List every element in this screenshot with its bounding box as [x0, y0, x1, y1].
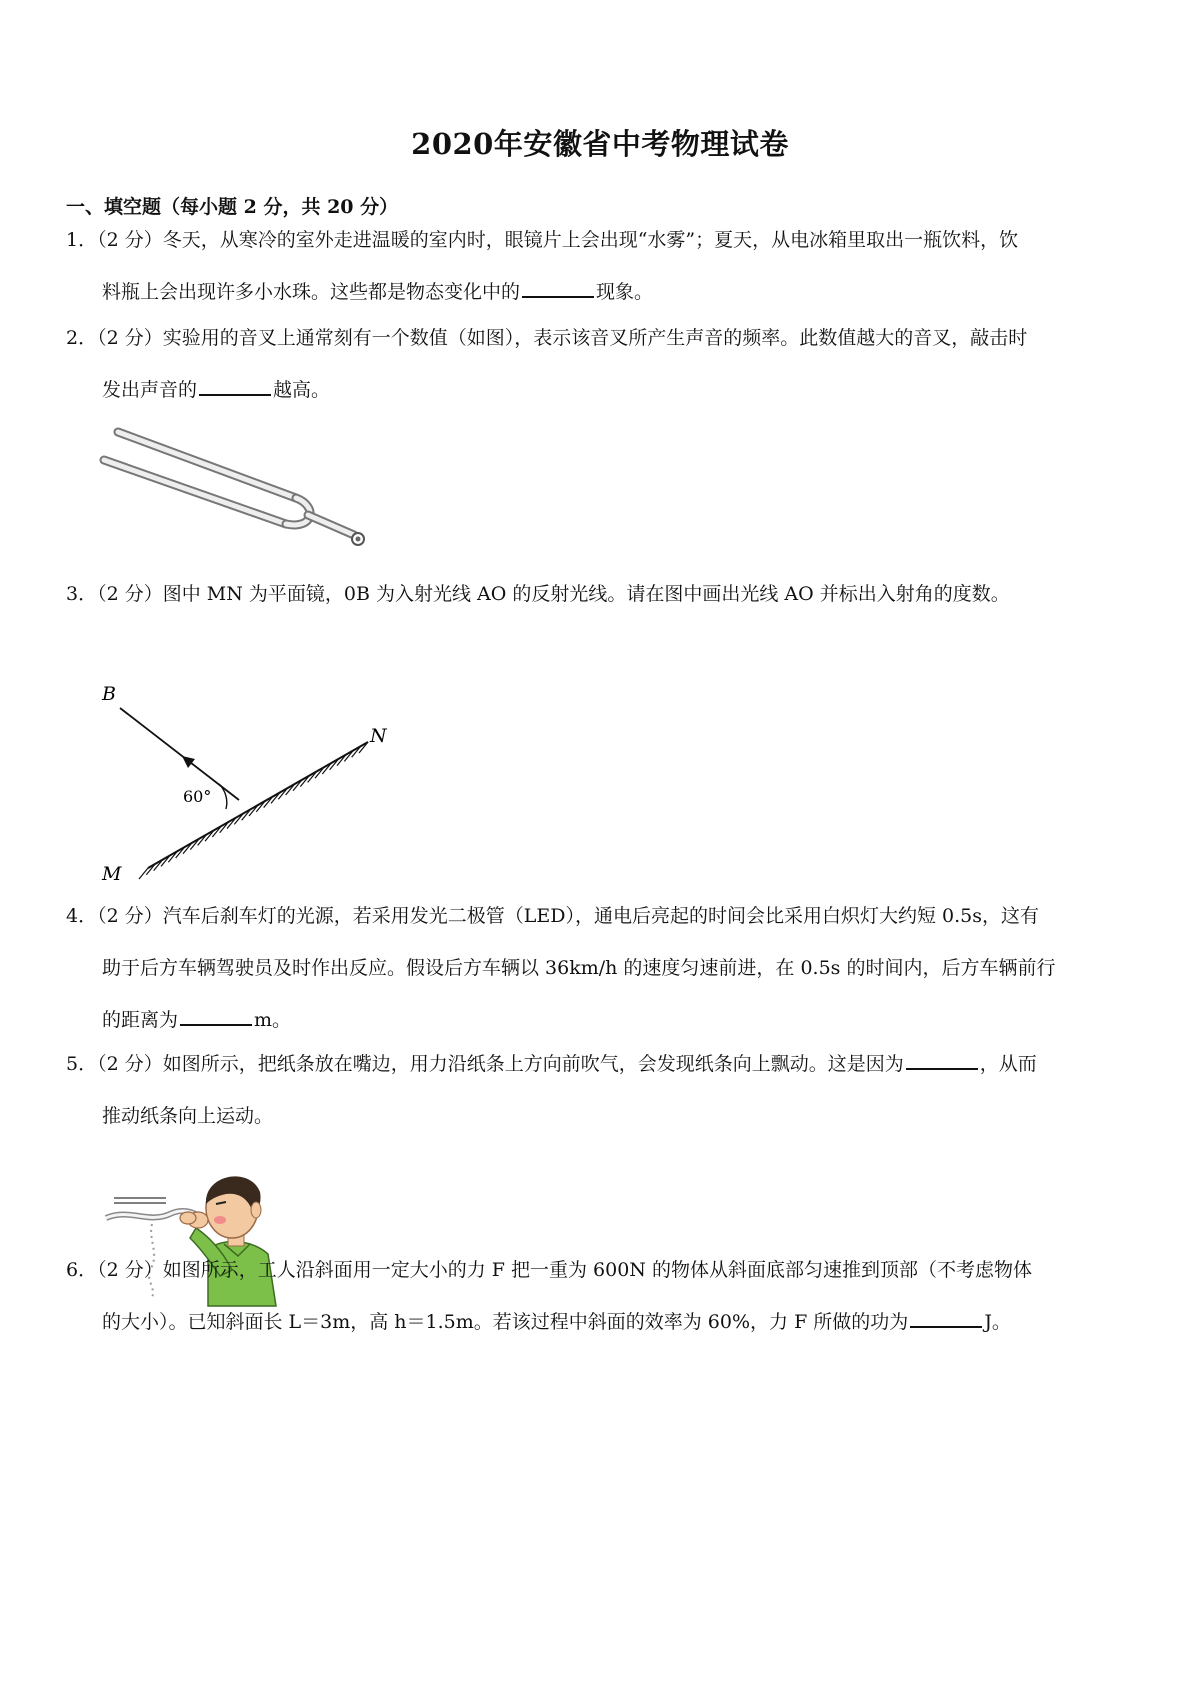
page-title: 2020年安徽省中考物理试卷 [411, 127, 789, 161]
question-line: 的大小）。已知斜面长 L＝3m，高 h＝1.5m。若该过程中斜面的效率为 60%，力 F 所做的功为 J。 [66, 1296, 1134, 1348]
label-b: B [102, 683, 116, 705]
section-heading: 一、填空题（每小题 2 分，共 20 分） [66, 196, 399, 218]
question-line: 5．（2 分）如图所示，把纸条放在嘴边，用力沿纸条上方向前吹气，会发现纸条向上飘动。这是因为 ，从而 [66, 1038, 1134, 1090]
question-line: 3．（2 分）图中 MN 为平面镜，0B 为入射光线 AO 的反射光线。请在图中画出光线 AO 并标出入射角的度数。 [66, 583, 1010, 605]
question-4 [66, 890, 1134, 1046]
label-n: N [370, 725, 387, 747]
answer-blank[interactable] [906, 1050, 978, 1070]
label-m: M [102, 863, 122, 885]
question-line: 发出声音的 越高。 [66, 364, 1134, 416]
question-2 [66, 312, 1134, 416]
question-line: 料瓶上会出现许多小水珠。这些都是物态变化中的 现象。 [66, 266, 1134, 318]
tuning-fork-figure [96, 418, 386, 567]
question-line: 推动纸条向上运动。 [102, 1105, 274, 1127]
angle-label: 60° [183, 787, 212, 806]
question-line: 的距离为 m。 [66, 994, 1134, 1046]
answer-blank[interactable] [199, 376, 271, 396]
question-3 [66, 568, 1134, 620]
question-5 [66, 1038, 1134, 1142]
question-6 [66, 1244, 1134, 1348]
tuning-fork-image [96, 418, 386, 563]
mirror-figure [96, 676, 416, 892]
answer-blank[interactable] [910, 1308, 982, 1328]
question-line: 助于后方车辆驾驶员及时作出反应。假设后方车辆以 36km/h 的速度匀速前进，在 0.5s 的时间内，后方车辆前行 [102, 957, 1056, 979]
plane-mirror-diagram [96, 676, 416, 888]
question-line: 6．（2 分）如图所示，工人沿斜面用一定大小的力 F 把一重为 600N 的物体从斜面底部匀速推到顶部（不考虑物体 [66, 1259, 1032, 1281]
answer-blank[interactable] [180, 1006, 252, 1026]
question-line: 1．（2 分）冬天，从寒冷的室外走进温暖的室内时，眼镜片上会出现“水雾”；夏天，从电冰箱里取出一瓶饮料，饮 [66, 229, 1019, 251]
question-line: 2．（2 分）实验用的音叉上通常刻有一个数值（如图），表示该音叉所产生声音的频率。此数值越大的音叉，敲击时 [66, 327, 1028, 349]
question-1 [66, 214, 1134, 318]
answer-blank[interactable] [522, 278, 594, 298]
question-line: 4．（2 分）汽车后刹车灯的光源，若采用发光二极管（LED），通电后亮起的时间会比采用白炽灯大约短 0.5s，这有 [66, 905, 1039, 927]
